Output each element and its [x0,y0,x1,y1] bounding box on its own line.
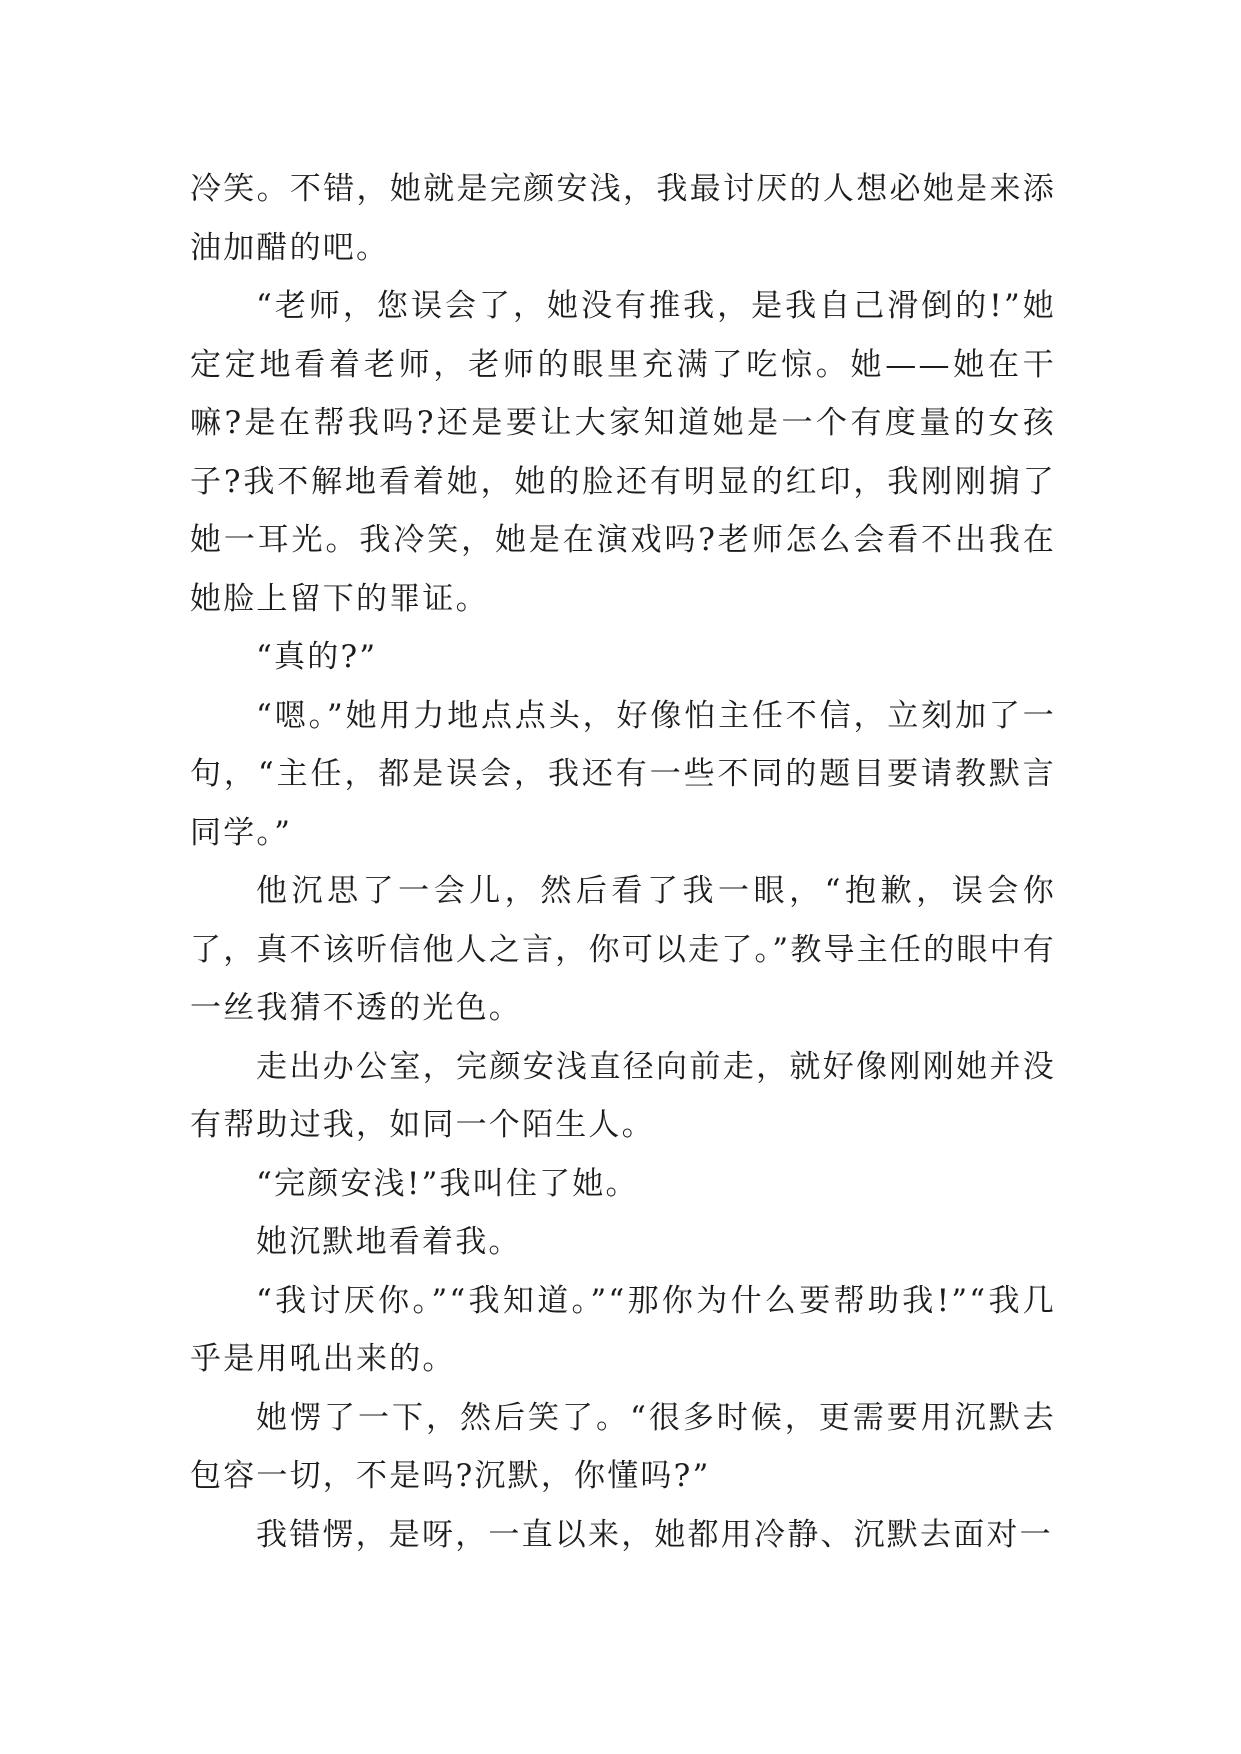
paragraph: “嗯。”她用力地点点头，好像怕主任不信，立刻加了一句，“主任，都是误会，我还有一些不同的题目要请教默言同学。” [190,697,1056,851]
paragraph: 我错愣，是呀，一直以来，她都用冷静、沉默去面对一 [256,1516,1053,1553]
paragraph: 冷笑。不错，她就是完颜安浅，我最讨厌的人想必她是来添油加醋的吧。 [190,171,1056,266]
paragraph: “真的?” [256,639,378,675]
paragraph: 他沉思了一会儿，然后看了我一眼，“抱歉，误会你了，真不该听信他人之言，你可以走了。”教导主任的眼中有一丝我猜不透的光色。 [190,873,1056,1026]
paragraph: “我讨厌你。”“我知道。”“那你为什么要帮助我!”“我几乎是用吼出来的。 [190,1282,1056,1377]
paragraph: “老师，您误会了，她没有推我，是我自己滑倒的!”她定定地看着老师，老师的眼里充满了吃惊。她——她在干嘛?是在帮我吗?还是要让大家知道她是一个有度量的女孩子?我不解地看着她，她的脸还有明显的红印，我刚刚掮了她一耳光。我冷笑，她是在演戏吗?老师怎么会看不出我在她脸上留下的罪证。 [190,288,1056,617]
paragraph: 她愣了一下，然后笑了。“很多时候，更需要用沉默去包容一切，不是吗?沉默，你懂吗?” [190,1399,1056,1494]
paragraph: 走出办公室，完颜安浅直径向前走，就好像刚刚她并没有帮助过我，如同一个陌生人。 [190,1048,1056,1143]
paragraph: “完颜安浅!”我叫住了她。 [256,1165,639,1202]
document-page [190,160,1056,1564]
paragraph: 她沉默地看着我。 [256,1224,522,1260]
